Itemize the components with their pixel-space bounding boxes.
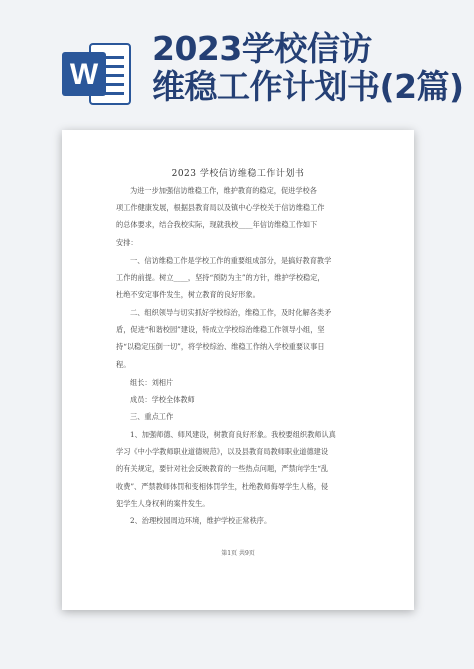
word-document-icon [60, 38, 132, 110]
title-line-2: 维稳工作计划书(2篇) [152, 67, 464, 106]
text-line: 持“以稳定压倒一切”，将学校综治、维稳工作纳入学校重要议事日 [116, 342, 325, 352]
paragraph-intro [116, 182, 374, 251]
paragraph-key-work-2 [116, 512, 374, 529]
text-line: 二、组织领导与切实抓好学校综治，维稳工作，及时化解各类矛 [130, 308, 332, 317]
group-members: 成员：学校全体教师 [130, 395, 195, 405]
title-line-1: 2023学校信访 [152, 29, 372, 68]
text-line: 为进一步加强信访维稳工作，维护教育的稳定，促进学校各 [130, 186, 317, 195]
text-line: 学习《中小学教师职业道德规范》，以及县教育局教师职业道德建设 [116, 447, 329, 457]
text-line: 项工作健康发展，根据县教育局以及镇中心学校关于信访维稳工作 [116, 203, 325, 213]
page-title [152, 30, 472, 106]
paragraph-section-1 [116, 252, 374, 304]
text-line: 的总体要求，结合我校实际，现就我校____年信访维稳工作如下 [116, 220, 318, 230]
text-line: 安排： [116, 237, 138, 247]
text-line: 程。 [116, 359, 131, 369]
text-line: 2、治理校园周边环境，维护学校正常秩序。 [130, 516, 272, 525]
page-number: 第1页 共9页 [221, 550, 255, 557]
group-leader: 组长：刘相片 [130, 378, 174, 387]
document-title: 2023 学校信访维稳工作计划书 [171, 169, 305, 179]
svg-text:W: W [69, 58, 99, 91]
header-banner [0, 0, 474, 118]
text-line: 1、加强师德、师风建设，树教育良好形象。我校要组织教师认真 [130, 430, 336, 439]
paragraph-key-work-1 [116, 426, 374, 512]
text-line: 盾，促进“和谐校园”建设，特成立学校综治维稳工作领导小组，坚 [116, 325, 325, 335]
paragraph-section-2 [116, 304, 374, 373]
paragraph-roster [116, 374, 374, 426]
text-line: 的有关规定，要针对社会反映教育的一些热点问题，严禁向学生“乱 [116, 464, 329, 474]
text-line: 一、信访维稳工作是学校工作的重要组成部分，是搞好教育教学 [130, 256, 332, 265]
document-page [62, 130, 414, 610]
section-heading: 三、重点工作 [130, 412, 174, 422]
text-line: 犯学生人身权利的案件发生。 [116, 498, 210, 508]
text-line: 收费”、严禁教师体罚和变相体罚学生，杜绝教师侮辱学生人格，侵 [116, 481, 329, 491]
text-line: 杜绝不安定事件发生，树立教育的良好形象。 [116, 290, 260, 300]
text-line: 工作的前提。树立____，坚持“预防为主”的方针，维护学校稳定， [116, 273, 325, 283]
